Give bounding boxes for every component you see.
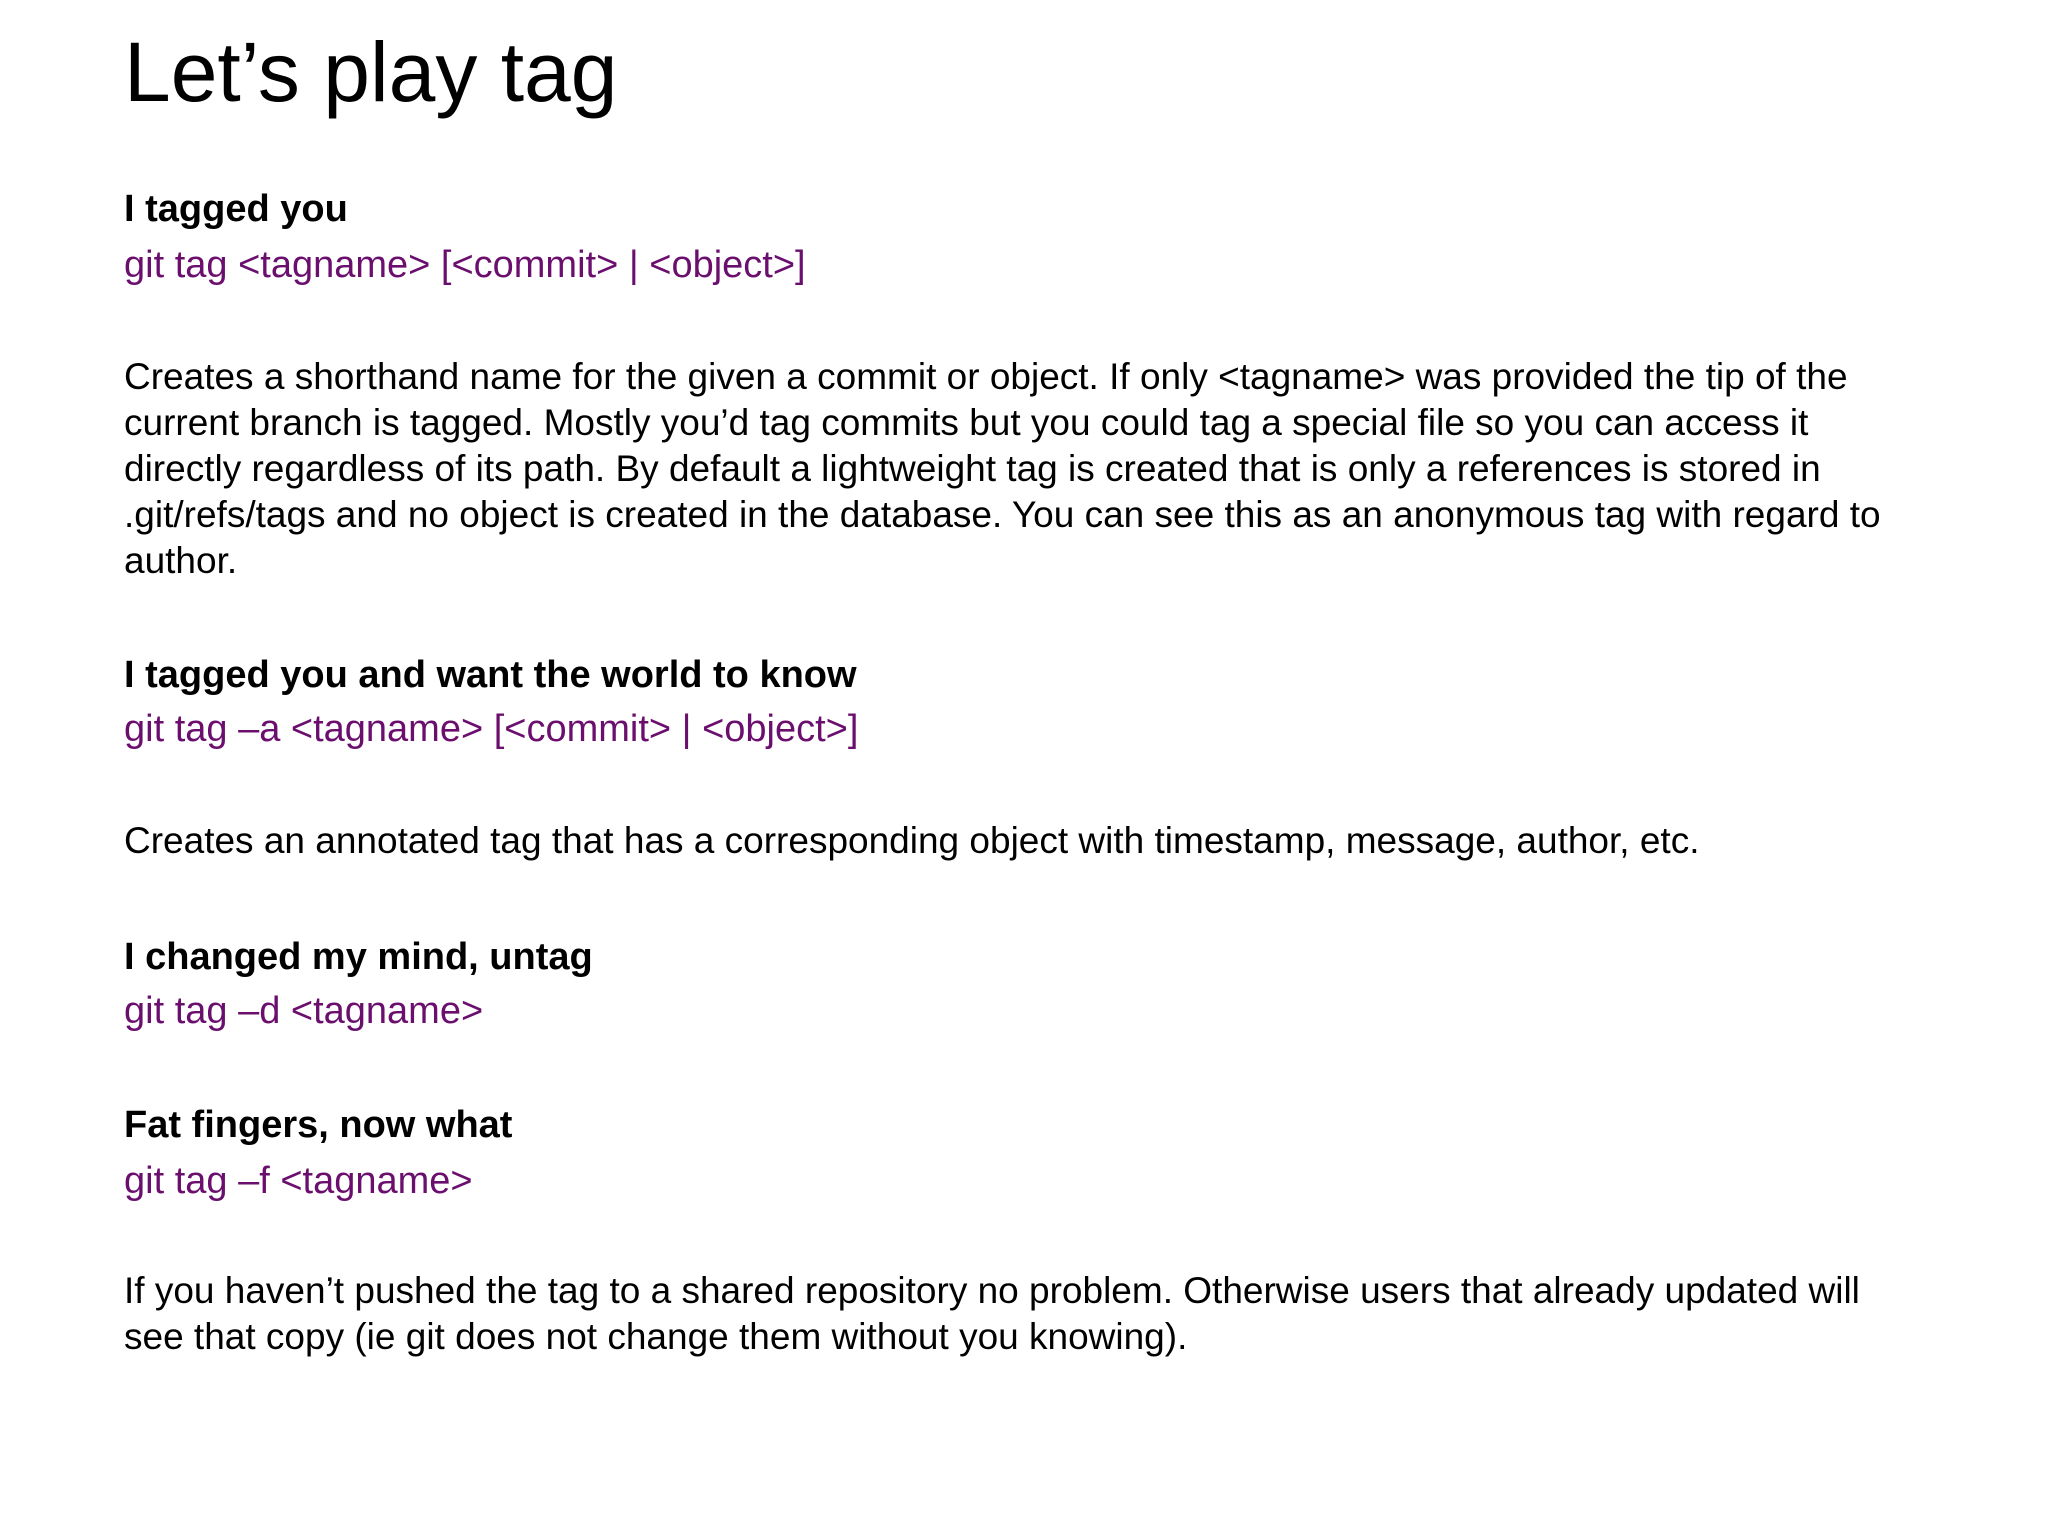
section-heading-untag: I changed my mind, untag: [124, 936, 593, 978]
command-git-tag: git tag <tagname> [<commit> | <object>]: [124, 244, 806, 286]
section-heading-fat-fingers: Fat fingers, now what: [124, 1104, 513, 1146]
section-heading-annotated-tag: I tagged you and want the world to know: [124, 654, 857, 696]
description-annotated-tag: Creates an annotated tag that has a corresponding object with timestamp, message, author, etc.: [124, 820, 1700, 861]
description-lightweight-tag: Creates a shorthand name for the given a commit or object. If only <tagname> was provided the tip of the current branch is tagged. Mostly you’d tag commits but you could tag a special file so you can access it directly regardless of its path. By default a lightweight tag is created that is only a references is stored in .git/refs/tags and no object is created in the database. You can see this as an anonymous tag with regard to author.: [124, 356, 1881, 581]
slide-title: Let’s play tag: [124, 25, 618, 119]
command-git-tag-delete: git tag –d <tagname>: [124, 990, 484, 1032]
section-heading-tagged-you: I tagged you: [124, 188, 348, 230]
description-force-tag: If you haven’t pushed the tag to a shared repository no problem. Otherwise users that already updated will see that copy (ie git does not change them without you knowing).: [124, 1270, 1860, 1357]
command-git-tag-force: git tag –f <tagname>: [124, 1160, 473, 1202]
command-git-tag-annotated: git tag –a <tagname> [<commit> | <object>]: [124, 708, 859, 750]
